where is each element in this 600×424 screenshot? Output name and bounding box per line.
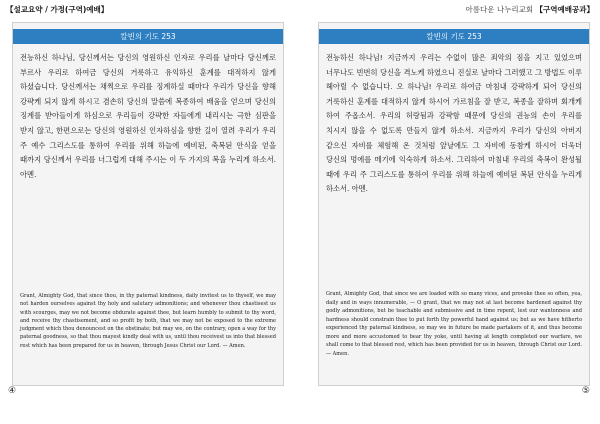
left-english-prayer: Grant, Almighty God, that since thou, in thy paternal kindness, daily invitest us to thyself, we may not harden ourselves against thy holy and salutary admonitions; and whenever thou chastisest us with scourges, may we not become obdurate against thee, but learn humbly to submit to thy word, and receive thy chastisement, and so profit by both, that we may not be exposed to the extreme judgment which thou denouncest on the obstinate; but may we, on the contrary, open a way for thy paternal goodness, so that thou mayest kindly deal with us, until thou receivest us into that blessed rest which has been prepared for us in heaven, through Jesus Christ our Lord. — Amen. — [20, 293, 276, 349]
right-page-title: 칼빈의 기도 253 — [319, 29, 589, 44]
left-page-title: 칼빈의 기도 253 — [13, 29, 283, 44]
left-korean-prayer: 전능하신 하나님, 당신께서는 당신의 영원하신 인자로 우리를 날마다 당신께로 부르사 우리로 하여금 당신의 거룩하고 유익하신 훈계를 대적하지 않게 하셨습니다. 당신께서는 채찍으로 우리를 징계하실 때마다 우리가 당신을 향해 강퍅케 되지 않게 하시고 겸손히 당신의 말씀에 복종하여 배움을 얻으며 당신의 징계를 받아들이게 하심으로 우리들이 강퍅한 자들에게 내리시는 극한 심판을 받지 않고, 한편으로는 당신의 영원하신 인자하심을 향한 길이 열려 우리가 우리 주 예수 그리스도를 통하여 우리를 위해 하늘에 예비된, 축복된 안식을 얻을 때까지 당신께서 우리를 너그럽게 대해 주시는 이 두 가지의 복을 누리게 하소서. 아멘. — [20, 53, 276, 179]
left-page-number: ④ — [8, 386, 17, 396]
right-english-prayer: Grant, Almighty God, that since we are loaded with so many vices, and provoke thee so often, yea, daily and in ways innumerable, — O grant, that we may not at last become hardened against thy godly admonitions, but be teachable and submissive and in time repent, lest our wantonness and hardness should constrain thee to put forth thy powerful hand against us; but as we have hitherto experienced thy paternal kindness, so may we in future be made partakers of it, and thus become more and more accustomed to bear thy yoke, until having at length completed our warfare, we shall come to that blessed rest, which has been provided for us in heaven, through Christ our Lord. — Amen. — [326, 291, 582, 357]
left-page — [12, 22, 284, 386]
section-name: 【구역예배공과】 — [535, 5, 594, 14]
church-name: 아름다운 나누리교회 — [465, 5, 536, 14]
right-page-number: ⑤ — [581, 386, 590, 396]
header-left-label: 【설교요약 / 가정(구역)예배】 — [6, 5, 109, 14]
right-page — [318, 22, 590, 386]
header-right-label — [466, 5, 594, 15]
right-korean-prayer: 전능하신 하나님! 지금까지 우리는 수없이 많은 죄악의 짐을 지고 있었으며 너무나도 빈번히 당신을 격노케 하였으니 진실로 날마다 그러했고 그 방법도 이루 헤아릴 수 없습니다. 오 하나님! 우리로 하여금 마침내 강퍅하게 되어 당신의 거룩하신 훈계를 대적하지 않게 하시어 가르침을 잘 받고, 복종을 잘하며 회개케 하여 주옵소서. 우리의 허랑됨과 강퍅함 때문에 당신의 권능의 손이 우리를 치시지 않을 수 없도록 만들지 않게 하소서. 지금까지 우리가 당신의 아버지 같으신 자비를 체험해 온 것처럼 앞날에도 그 자비에 동참케 하시어 더욱더 당신의 멍에를 메기에 익숙하게 하소서. 그리하여 마침내 우리의 축복이 완성될 때에 우리 주 그리스도를 통하여 우리를 위해 하늘에 예비된 복된 안식을 누리게 하소서. 아멘. — [326, 53, 582, 194]
